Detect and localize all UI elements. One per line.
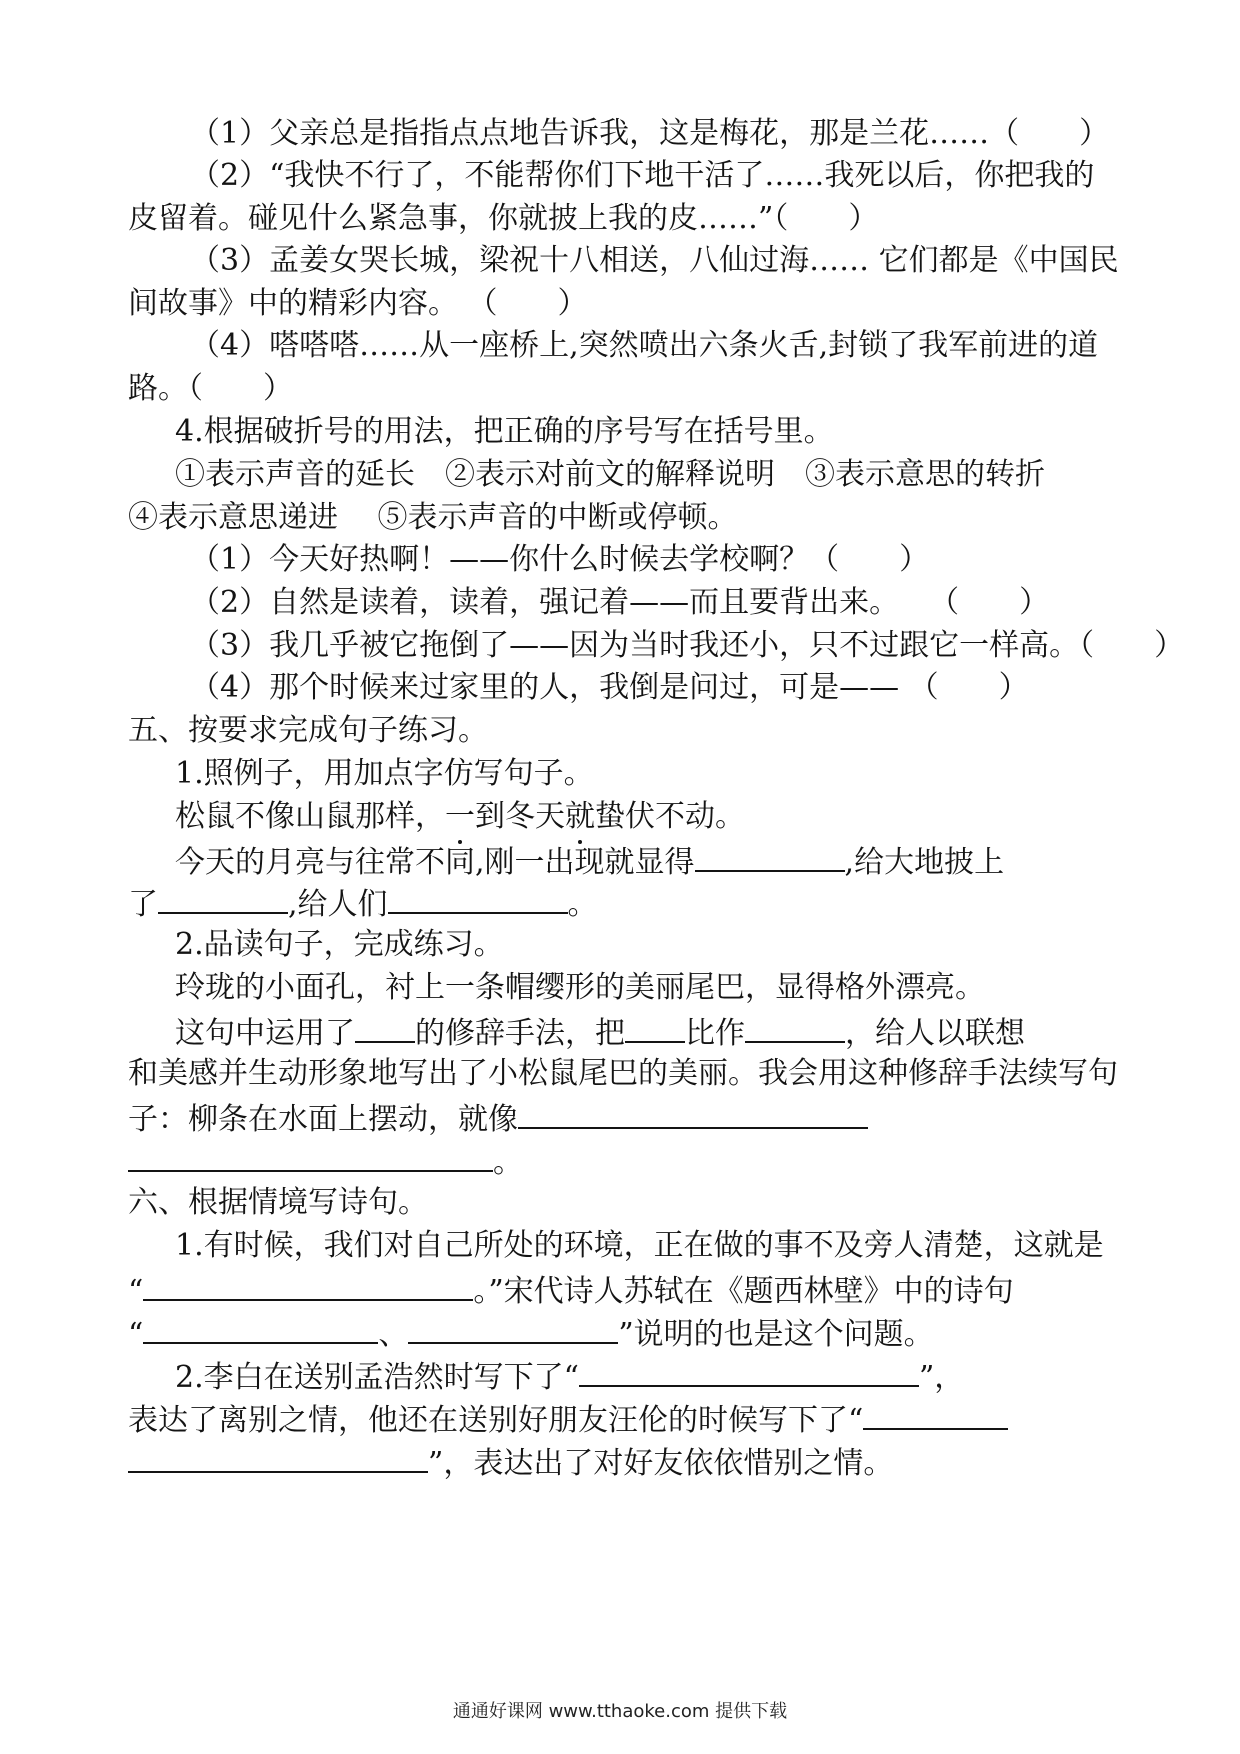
example-text-3: 蛰伏不动。 xyxy=(595,799,745,834)
q4-item-3: （3）我几乎被它拖倒了——因为当时我还小，只不过跟它一样高。（ ） xyxy=(190,628,1185,663)
s5-quote-sentence: 玲珑的小面孔，衬上一条帽缨形的美丽尾巴，显得格外漂亮。 xyxy=(175,970,985,1005)
s5-task-1: 1.照例子，用加点字仿写句子。 xyxy=(175,756,594,791)
q3-item-4-line1: （4）嗒嗒嗒……从一座桥上,突然喷出六条火舌,封锁了我军前进的道 xyxy=(190,328,1099,363)
write-prompt-2: ,给大地披上 xyxy=(844,845,1005,880)
q2-text-4: ”，表达出了对好友依依惜别之情。 xyxy=(428,1446,894,1481)
rhetoric-text-6: 。 xyxy=(493,1145,523,1180)
answer-blank-2[interactable] xyxy=(158,882,288,914)
s5-rhetoric-line2: 和美感并生动形象地写出了小松鼠尾巴的美丽。我会用这种修辞手法续写句 xyxy=(128,1056,1118,1091)
s6-q2-line3 xyxy=(128,1441,893,1484)
write-prompt-1: 今天的月亮与往常不同,刚一出现就显得 xyxy=(175,845,695,880)
q4-item-4: （4）那个时候来过家里的人，我倒是问过，可是—— （ ） xyxy=(190,670,1029,705)
s6-q2-line1 xyxy=(175,1355,964,1398)
q1-separator: 、 xyxy=(378,1317,409,1352)
rhetoric-text-2: 的修辞手法，把 xyxy=(415,1016,625,1051)
quote-open-2: “ xyxy=(128,1317,144,1352)
q1-text-3: ”说明的也是这个问题。 xyxy=(618,1317,934,1352)
s5-rhetoric-line3 xyxy=(128,1097,868,1140)
write-prompt-5: 。 xyxy=(567,887,598,922)
s6-q2-line2 xyxy=(128,1398,1008,1441)
poem-blank-5[interactable] xyxy=(863,1398,1008,1430)
s6-q1-line3 xyxy=(128,1312,934,1355)
s6-q1-line2 xyxy=(128,1269,1014,1312)
answer-blank-1[interactable] xyxy=(695,840,845,872)
q3-item-3-line1: （3）孟姜女哭长城，梁祝十八相送，八仙过海…… 它们都是《中国民 xyxy=(190,243,1119,278)
q4-item-2: （2）自然是读着，读着，强记着——而且要背出来。 （ ） xyxy=(190,585,1050,620)
q4-options-line2: ④表示意思递进 ⑤表示声音的中断或停顿。 xyxy=(128,500,738,535)
poem-blank-3[interactable] xyxy=(408,1312,618,1344)
example-text-2: 到冬天 xyxy=(475,799,565,834)
rhetoric-blank[interactable] xyxy=(355,1011,415,1043)
continuation-blank-2[interactable] xyxy=(128,1140,493,1172)
poem-blank-2[interactable] xyxy=(143,1312,378,1344)
quote-open-1: “ xyxy=(128,1274,144,1309)
section-5-heading: 五、按要求完成句子练习。 xyxy=(128,713,488,748)
rhetoric-text-4: ，给人以联想 xyxy=(845,1016,1025,1051)
answer-blank-3[interactable] xyxy=(388,882,568,914)
q3-item-1: （1）父亲总是指指点点地告诉我，这是梅花，那是兰花……（ ） xyxy=(190,116,1110,151)
dotted-char-2: 就 xyxy=(565,799,595,834)
q4-title: 4.根据破折号的用法，把正确的序号写在括号里。 xyxy=(175,414,834,449)
write-prompt-4: ,给人们 xyxy=(288,887,388,922)
page-footer: 通通好课网 www.tthaoke.com 提供下载 xyxy=(452,1701,788,1722)
s5-write-line2 xyxy=(128,882,598,925)
q3-item-4-line2: 路。（ ） xyxy=(128,371,293,406)
q3-item-2-line1: （2）“我快不行了，不能帮你们下地干活了……我死以后，你把我的 xyxy=(190,158,1095,193)
object-blank[interactable] xyxy=(625,1011,685,1043)
q2-text-3: 表达了离别之情，他还在送别好朋友汪伦的时候写下了“ xyxy=(128,1403,864,1438)
s5-write-line1 xyxy=(175,840,1004,883)
poem-blank-4[interactable] xyxy=(579,1355,919,1387)
write-prompt-3: 了 xyxy=(128,887,158,922)
dotted-char-1: 一 xyxy=(445,799,475,834)
q1-text-2: 。”宋代诗人苏轼在《题西林壁》中的诗句 xyxy=(473,1274,1014,1309)
poem-blank-1[interactable] xyxy=(143,1269,473,1301)
s5-task-2: 2.品读句子，完成练习。 xyxy=(175,927,504,962)
s5-example-sentence xyxy=(175,797,745,837)
q3-item-3-line2: 间故事》中的精彩内容。 （ ） xyxy=(128,286,588,321)
s5-rhetoric-line4 xyxy=(128,1140,523,1183)
compared-to-blank[interactable] xyxy=(745,1011,845,1043)
continuation-blank-1[interactable] xyxy=(518,1097,868,1129)
rhetoric-text-1: 这句中运用了 xyxy=(175,1016,355,1051)
rhetoric-text-3: 比作 xyxy=(685,1016,745,1051)
q2-text-1: 2.李白在送别孟浩然时写下了“ xyxy=(175,1360,579,1395)
rhetoric-text-5: 子：柳条在水面上摆动，就像 xyxy=(128,1102,518,1137)
s6-q1-line1: 1.有时候，我们对自己所处的环境，正在做的事不及旁人清楚，这就是 xyxy=(175,1228,1104,1263)
q2-text-2: ”， xyxy=(918,1360,965,1395)
q4-options-line1: ①表示声音的延长 ②表示对前文的解释说明 ③表示意思的转折 xyxy=(175,457,1045,492)
poem-blank-6[interactable] xyxy=(128,1441,428,1473)
section-6-heading: 六、根据情境写诗句。 xyxy=(128,1185,428,1220)
q4-item-1: （1）今天好热啊！——你什么时候去学校啊？（ ） xyxy=(190,542,930,577)
s5-rhetoric-line1 xyxy=(175,1011,1025,1054)
q3-item-2-line2: 皮留着。碰见什么紧急事，你就披上我的皮……”（ ） xyxy=(128,201,879,236)
example-text-1: 松鼠不像山鼠那样， xyxy=(175,799,445,834)
